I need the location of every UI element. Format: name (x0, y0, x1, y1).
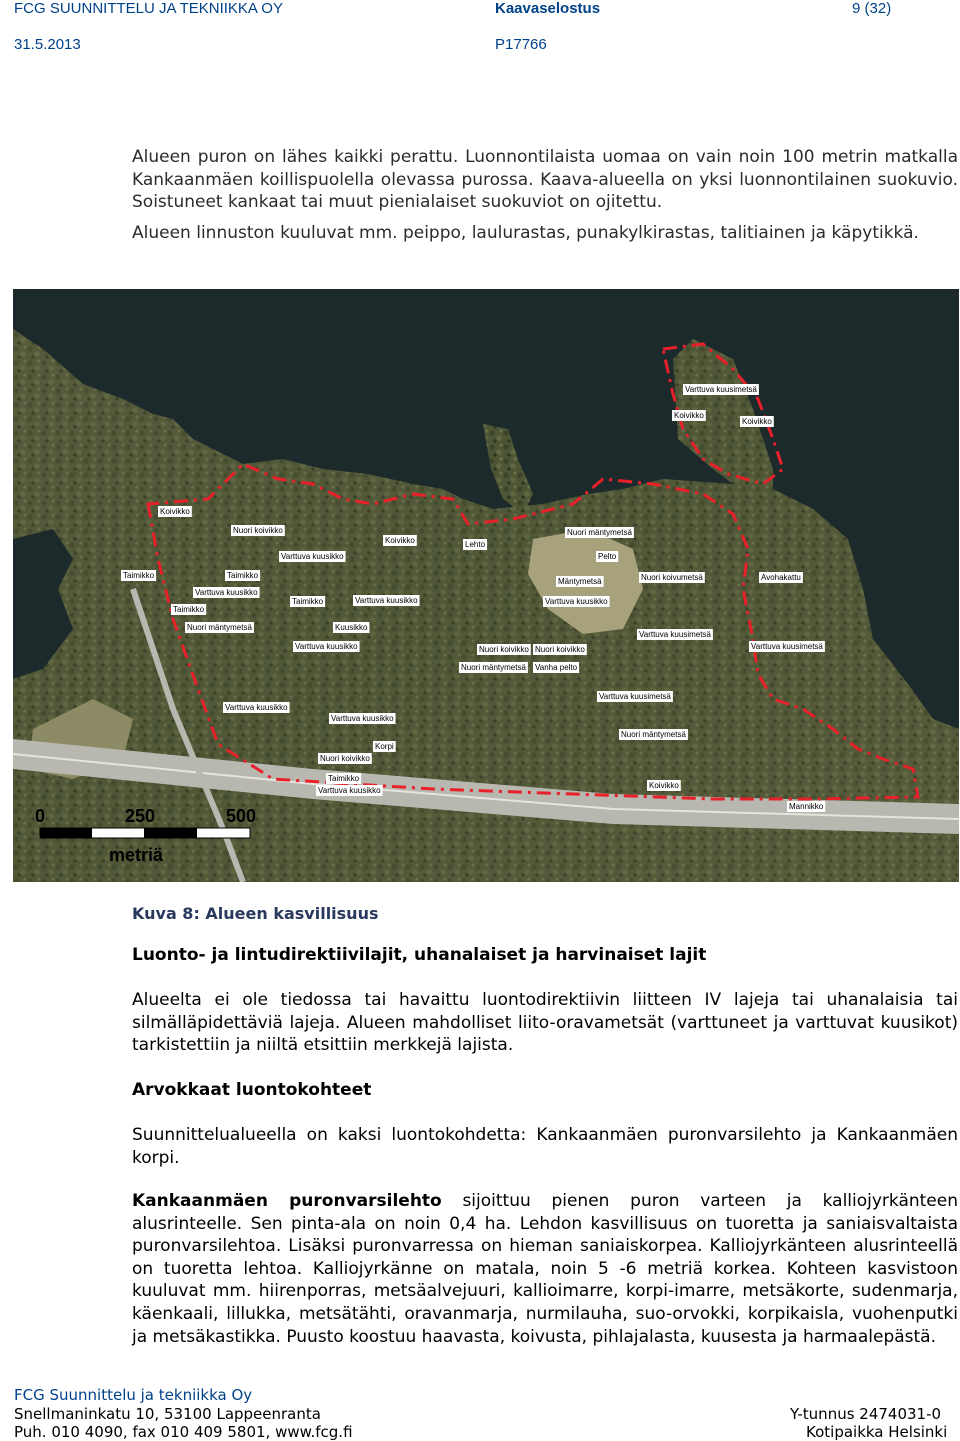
map-label (231, 525, 285, 536)
intro-paragraph-1: Alueen puron on lähes kaikki perattu. Luonnontilaista uomaa on vain noin 100 metrin matkalla Kankaanmäen koillispuolella olevassa purossa. Kaava-alueella on yksi luonnontilainen suokuvio. Soistuneet kankaat tai muut pienialaiset suokuviot on ojitettu. (132, 147, 958, 213)
map-label (185, 622, 254, 633)
svg-text:Nuori mäntymetsä: Nuori mäntymetsä (621, 730, 686, 739)
map-label (759, 572, 803, 583)
map-label (353, 595, 420, 606)
svg-text:Taimikko: Taimikko (227, 571, 259, 580)
map-label (193, 587, 260, 598)
map-label (533, 662, 579, 673)
svg-text:Varttuva kuusimetsä: Varttuva kuusimetsä (639, 630, 711, 639)
map-label (290, 596, 325, 607)
scale-tick-500: 500 (226, 806, 257, 826)
map-label (383, 535, 417, 546)
svg-text:Nuori mäntymetsä: Nuori mäntymetsä (567, 528, 632, 537)
svg-text:Varttuva kuusimetsä: Varttuva kuusimetsä (685, 385, 757, 394)
svg-text:Koivikko: Koivikko (385, 536, 415, 545)
map-label (223, 702, 290, 713)
map-label (565, 527, 634, 538)
svg-text:Kuusikko: Kuusikko (335, 623, 368, 632)
figure-caption: Kuva 8: Alueen kasvillisuus (132, 904, 379, 923)
map-label (459, 662, 528, 673)
svg-text:Koivikko: Koivikko (742, 417, 772, 426)
map-label (787, 801, 825, 812)
svg-text:Koivikko: Koivikko (674, 411, 704, 420)
map-label (333, 622, 369, 633)
svg-text:Nuori koivumetsä: Nuori koivumetsä (641, 573, 703, 582)
svg-text:Korpi: Korpi (375, 742, 394, 751)
svg-text:Nuori mäntymetsä: Nuori mäntymetsä (461, 663, 526, 672)
lehto-description: sijoittuu pienen puron varteen ja kalliojyrkänteen alusrinteelle. Sen pinta-ala on noin 0,4 ha. Lehdon kasvillisuus on tuoretta ja saniaisvaltaista puronvarsilehtoa. Lisäksi puronvarressa on hieman saniaiskorpea. Kalliojyrkänteen alusrinteellä on tuoretta lehtoa. Kalliojyrkänne on matala, noin 5 -6 metriä korkea. Kohteen kasvistoon kuuluvat mm. hiirenporras, metsäalvejuuri, kallioimarre, korpi-imarre, metsäkorte, sudenmarja, käenkaali, lillukka, metsätähti, oravanmarja, nurmilauha, suo-orvokki, korpikaisla, vuohenputki ja metsäkastikka. Puusto koostuu haavasta, koivusta, pihlajalasta, kuusesta ja harmaalepästä. (132, 1191, 959, 1347)
svg-text:Varttuva kuusikko: Varttuva kuusikko (545, 597, 608, 606)
map-label (225, 570, 260, 581)
map-label (121, 570, 156, 581)
svg-text:Varttuva kuusimetsä: Varttuva kuusimetsä (751, 642, 823, 651)
svg-text:Varttuva kuusikko: Varttuva kuusikko (225, 703, 288, 712)
map-label (373, 741, 396, 752)
map-label (158, 506, 192, 517)
footer-ytunnus: Y-tunnus 2474031-0 (790, 1405, 942, 1423)
header-doc-type: Kaavaselostus (495, 0, 601, 17)
section-text-lehto (132, 1190, 958, 1348)
svg-text:Vanha pelto: Vanha pelto (535, 663, 578, 672)
map-label (556, 576, 604, 587)
map-label (279, 551, 346, 562)
svg-text:Varttuva kuusikko: Varttuva kuusikko (331, 714, 394, 723)
footer-company: FCG Suunnittelu ja tekniikka Oy (14, 1386, 253, 1404)
map-label (647, 780, 681, 791)
header-page: 9 (32) (852, 0, 892, 17)
map-label (596, 551, 618, 562)
footer-home: Kotipaikka Helsinki (806, 1423, 948, 1441)
svg-text:Nuori koivikko: Nuori koivikko (233, 526, 283, 535)
svg-text:Mannikko: Mannikko (789, 802, 824, 811)
svg-text:Pelto: Pelto (598, 552, 617, 561)
svg-text:Koivikko: Koivikko (649, 781, 679, 790)
section-heading-species: Luonto- ja lintudirektiivilajit, uhanalaiset ja harvinaiset lajit (132, 945, 707, 965)
svg-text:Varttuva kuusikko: Varttuva kuusikko (318, 786, 381, 795)
svg-text:Varttuva kuusikko: Varttuva kuusikko (355, 596, 418, 605)
footer-phone: Puh. 010 4090, fax 010 409 5801, www.fcg.fi (14, 1423, 353, 1441)
svg-text:Koivikko: Koivikko (160, 507, 190, 516)
footer-address: Snellmaninkatu 10, 53100 Lappeenranta (14, 1405, 321, 1423)
scale-unit: metriä (109, 845, 164, 865)
svg-text:Nuori koivikko: Nuori koivikko (479, 645, 529, 654)
map-label (619, 729, 688, 740)
map-label (683, 384, 759, 395)
svg-text:Varttuva kuusikko: Varttuva kuusikko (281, 552, 344, 561)
svg-text:Mäntymetsä: Mäntymetsä (558, 577, 602, 586)
map-label (293, 641, 360, 652)
section-heading-natural-sites: Arvokkaat luontokohteet (132, 1080, 372, 1100)
map-label (329, 713, 396, 724)
map-label (318, 753, 372, 764)
svg-text:Taimikko: Taimikko (173, 605, 205, 614)
header-company: FCG SUUNNITTELU JA TEKNIIKKA OY (14, 0, 283, 17)
header-date: 31.5.2013 (14, 36, 81, 53)
map-label (597, 691, 673, 702)
map-label (543, 596, 610, 607)
map-label (533, 644, 587, 655)
svg-text:Nuori koivikko: Nuori koivikko (320, 754, 370, 763)
svg-text:Varttuva kuusimetsä: Varttuva kuusimetsä (599, 692, 671, 701)
svg-text:Varttuva kuusikko: Varttuva kuusikko (195, 588, 258, 597)
map-label (639, 572, 705, 583)
map-label (477, 644, 531, 655)
svg-text:Varttuva kuusikko: Varttuva kuusikko (295, 642, 358, 651)
svg-text:Nuori mäntymetsä: Nuori mäntymetsä (187, 623, 252, 632)
map-label (740, 416, 774, 427)
svg-text:Taimikko: Taimikko (328, 774, 360, 783)
section-text-natural-sites: Suunnittelualueella on kaksi luontokohdetta: Kankaanmäen puronvarsilehto ja Kankaanmäen korpi. (132, 1125, 958, 1168)
scale-tick-0: 0 (35, 806, 46, 826)
intro-paragraph-2: Alueen linnuston kuuluvat mm. peippo, laulurastas, punakylkirastas, talitiainen ja käpytikkä. (132, 223, 919, 243)
svg-text:Lehto: Lehto (465, 540, 486, 549)
svg-text:Taimikko: Taimikko (123, 571, 155, 580)
svg-text:Taimikko: Taimikko (292, 597, 324, 606)
svg-text:Nuori koivikko: Nuori koivikko (535, 645, 585, 654)
scale-tick-250: 250 (125, 806, 156, 826)
lehto-name: Kankaanmäen puronvarsilehto (132, 1191, 442, 1211)
map-label (672, 410, 706, 421)
map-label (171, 604, 206, 615)
map-label (749, 641, 825, 652)
map-label (316, 785, 383, 796)
header-project: P17766 (495, 36, 547, 53)
section-text-species: Alueelta ei ole tiedossa tai havaittu luontodirektiivin liitteen IV lajeja tai uhanalaisia tai silmälläpidettäviä lajeja. Alueen mahdolliset liito-oravametsät (varttuneet ja varttuvat kuusikot) tarkistettiin ja niiltä etsittiin merkkejä lajista. (132, 990, 958, 1056)
map-label (326, 773, 361, 784)
map-label (463, 539, 487, 550)
svg-text:Avohakattu: Avohakattu (761, 573, 801, 582)
vegetation-map (13, 289, 959, 882)
map-label (637, 629, 713, 640)
